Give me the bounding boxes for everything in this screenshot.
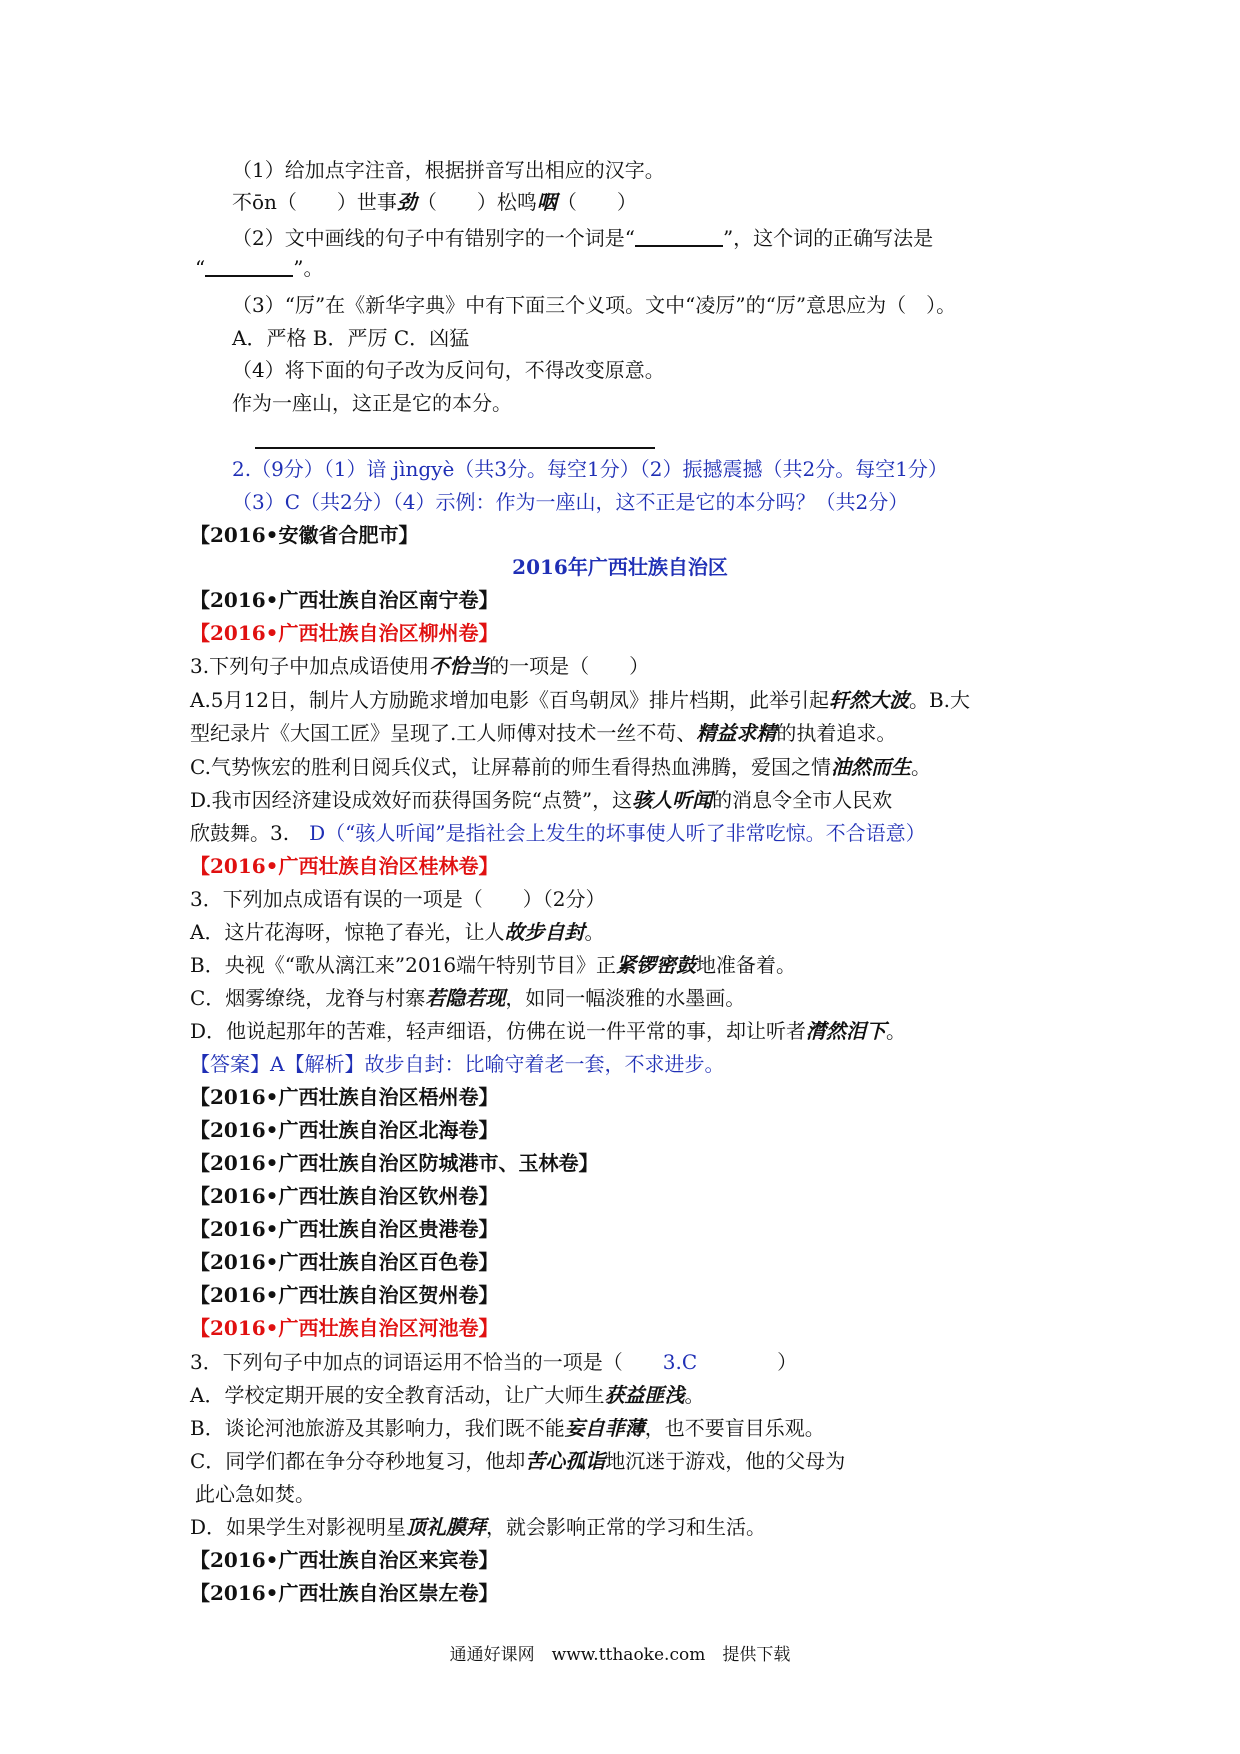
idiom: 油然而生 xyxy=(830,755,911,779)
section-label: 【2016•广西壮族自治区北海卷】 xyxy=(190,1118,499,1142)
text: A．这片花海呀，惊艳了春光，让人 xyxy=(190,920,505,944)
idiom: 轩然大波 xyxy=(828,688,909,712)
text: ”。 xyxy=(293,256,324,280)
page-footer: 通通好课网 www.tthaoke.com 提供下载 xyxy=(449,1645,791,1665)
text: A．学校定期开展的安全教育活动，让广大师生 xyxy=(190,1383,605,1407)
idiom: 若隐若现 xyxy=(425,986,506,1010)
text: 的一项是（ ） xyxy=(489,654,650,678)
section-heading: 2016年广西壮族自治区 xyxy=(512,555,728,579)
text: D．如果学生对影视明星 xyxy=(190,1515,407,1539)
question-stem xyxy=(190,652,649,680)
text: ） xyxy=(777,1350,798,1374)
option-b xyxy=(190,719,896,747)
section-label: 【2016•广西壮族自治区贺州卷】 xyxy=(190,1283,499,1307)
text: 型纪录片《大国工匠》呈现了.工人师傅对技术一丝不苟、 xyxy=(190,721,697,745)
option-d xyxy=(190,1017,906,1045)
text: B．谈论河池旅游及其影响力，我们既不能 xyxy=(190,1416,565,1440)
text: 地准备着。 xyxy=(696,953,797,977)
text: D．他说起那年的苦难，轻声细语，仿佛在说一件平常的事，却让听者 xyxy=(190,1019,807,1043)
question-stem xyxy=(190,1348,797,1376)
text: 。B.大 xyxy=(908,688,971,712)
text: ，就会影响正常的学习和生活。 xyxy=(486,1515,767,1539)
dotted-char: 咽 xyxy=(536,190,557,214)
answer-key-1: 2.（9分）（1）谙 jìngyè（共3分。每空1分）（2）振撼震撼（共2分。每空1分） xyxy=(232,457,948,481)
section-label: 【2016•广西壮族自治区来宾卷】 xyxy=(190,1548,499,1572)
option-d xyxy=(190,786,892,814)
text: 的消息令全市人民欢 xyxy=(712,788,893,812)
text: C．同学们都在争分夺秒地复习，他却 xyxy=(190,1449,526,1473)
text: B．央视《“歌从漓江来”2016端午特别节目》正 xyxy=(190,953,617,977)
option-a xyxy=(190,918,604,946)
option-b xyxy=(190,1414,825,1442)
answer-text: 3.C xyxy=(662,1350,698,1374)
q2-line xyxy=(232,224,933,252)
text: 。 xyxy=(584,920,605,944)
text: 3.下列句子中加点成语使用 xyxy=(190,654,430,678)
idiom: 苦心孤诣 xyxy=(525,1449,606,1473)
q4-sentence: 作为一座山，这正是它的本分。 xyxy=(232,391,512,415)
option-d-cont xyxy=(190,819,926,847)
answer-blank xyxy=(205,255,293,277)
text: D.我市因经济建设成效好而获得国务院“点赞”，这 xyxy=(190,788,633,812)
emphasis: 不恰当 xyxy=(429,654,490,678)
q1-instruction: （1）给加点字注音，根据拼音写出相应的汉字。 xyxy=(232,158,665,182)
section-label: 【2016•广西壮族自治区梧州卷】 xyxy=(190,1085,499,1109)
text: 。 xyxy=(684,1383,705,1407)
option-d xyxy=(190,1513,766,1541)
q3-line: （3）“厉”在《新华字典》中有下面三个义项。文中“凌厉”的“厉”意思应为（ ）。 xyxy=(232,293,957,317)
idiom: 骇人听闻 xyxy=(632,788,713,812)
text: A.5月12日，制片人方励跪求增加电影《百鸟朝凤》排片档期，此举引起 xyxy=(190,688,829,712)
text: （ ）松鸣 xyxy=(416,190,537,214)
text: 的执着追求。 xyxy=(776,721,897,745)
idiom: 紧锣密鼓 xyxy=(616,953,697,977)
section-label: 【2016•广西壮族自治区柳州卷】 xyxy=(190,621,499,645)
text: ”，这个词的正确写法是 xyxy=(722,226,934,250)
answer-line xyxy=(255,447,655,449)
text: C.气势恢宏的胜利日阅兵仪式，让屏幕前的师生看得热血沸腾，爱国之情 xyxy=(190,755,831,779)
option-c xyxy=(190,984,745,1012)
idiom: 故步自封 xyxy=(504,920,585,944)
idiom: 潸然泪下 xyxy=(806,1019,887,1043)
dotted-char: 劲 xyxy=(396,190,417,214)
section-label: 【2016•广西壮族自治区防城港市、玉林卷】 xyxy=(190,1151,599,1175)
q4-line: （4）将下面的句子改为反问句，不得改变原意。 xyxy=(232,358,665,382)
answer-text: 【答案】A【解析】故步自封：比喻守着老一套，不求进步。 xyxy=(190,1052,725,1076)
text: 不ōn（ ）世事 xyxy=(232,190,397,214)
option-a xyxy=(190,686,970,714)
answer-text: D（“骇人听闻”是指社会上发生的坏事使人听了非常吃惊。不合语意） xyxy=(309,821,926,845)
answer-blank xyxy=(635,225,723,247)
text: 。 xyxy=(886,1019,907,1043)
text: （2）文中画线的句子中有错别字的一个词是“ xyxy=(232,226,635,250)
section-label: 【2016•广西壮族自治区钦州卷】 xyxy=(190,1184,499,1208)
section-label: 【2016•广西壮族自治区南宁卷】 xyxy=(190,588,499,612)
text: C．烟雾缭绕，龙脊与村寨 xyxy=(190,986,426,1010)
idiom: 获益匪浅 xyxy=(604,1383,685,1407)
text: （ ） xyxy=(556,190,637,214)
text: 欣鼓舞。3. xyxy=(190,821,310,845)
answer-key-2: （3）C（共2分）（4）示例：作为一座山，这不正是它的本分吗？（共2分） xyxy=(232,490,909,514)
section-label: 【2016•广西壮族自治区河池卷】 xyxy=(190,1316,499,1340)
idiom: 妄自菲薄 xyxy=(564,1416,645,1440)
q3-options: A．严格 B．严厉 C．凶猛 xyxy=(232,326,470,350)
text: ，也不要盲目乐观。 xyxy=(644,1416,825,1440)
option-a xyxy=(190,1381,704,1409)
text: 。 xyxy=(910,755,931,779)
option-c xyxy=(190,753,931,781)
text: 3．下列句子中加点的词语运用不恰当的一项是（ xyxy=(190,1350,623,1374)
text: “ xyxy=(195,256,206,280)
section-label: 【2016•广西壮族自治区崇左卷】 xyxy=(190,1581,499,1605)
q1-pinyin-row xyxy=(232,188,637,216)
idiom: 精益求精 xyxy=(696,721,777,745)
section-label: 【2016•安徽省合肥市】 xyxy=(190,523,419,547)
question-stem: 3．下列加点成语有误的一项是（ ）（2分） xyxy=(190,887,606,911)
section-label: 【2016•广西壮族自治区百色卷】 xyxy=(190,1250,499,1274)
option-c xyxy=(190,1447,845,1475)
option-b xyxy=(190,951,796,979)
q2-line-cont xyxy=(195,254,323,282)
section-label: 【2016•广西壮族自治区桂林卷】 xyxy=(190,854,499,878)
section-label: 【2016•广西壮族自治区贵港卷】 xyxy=(190,1217,499,1241)
text: 地沉迷于游戏，他的父母为 xyxy=(605,1449,846,1473)
idiom: 顶礼膜拜 xyxy=(406,1515,487,1539)
text: ，如同一幅淡雅的水墨画。 xyxy=(505,986,746,1010)
option-c-cont: 此心急如焚。 xyxy=(195,1482,315,1506)
